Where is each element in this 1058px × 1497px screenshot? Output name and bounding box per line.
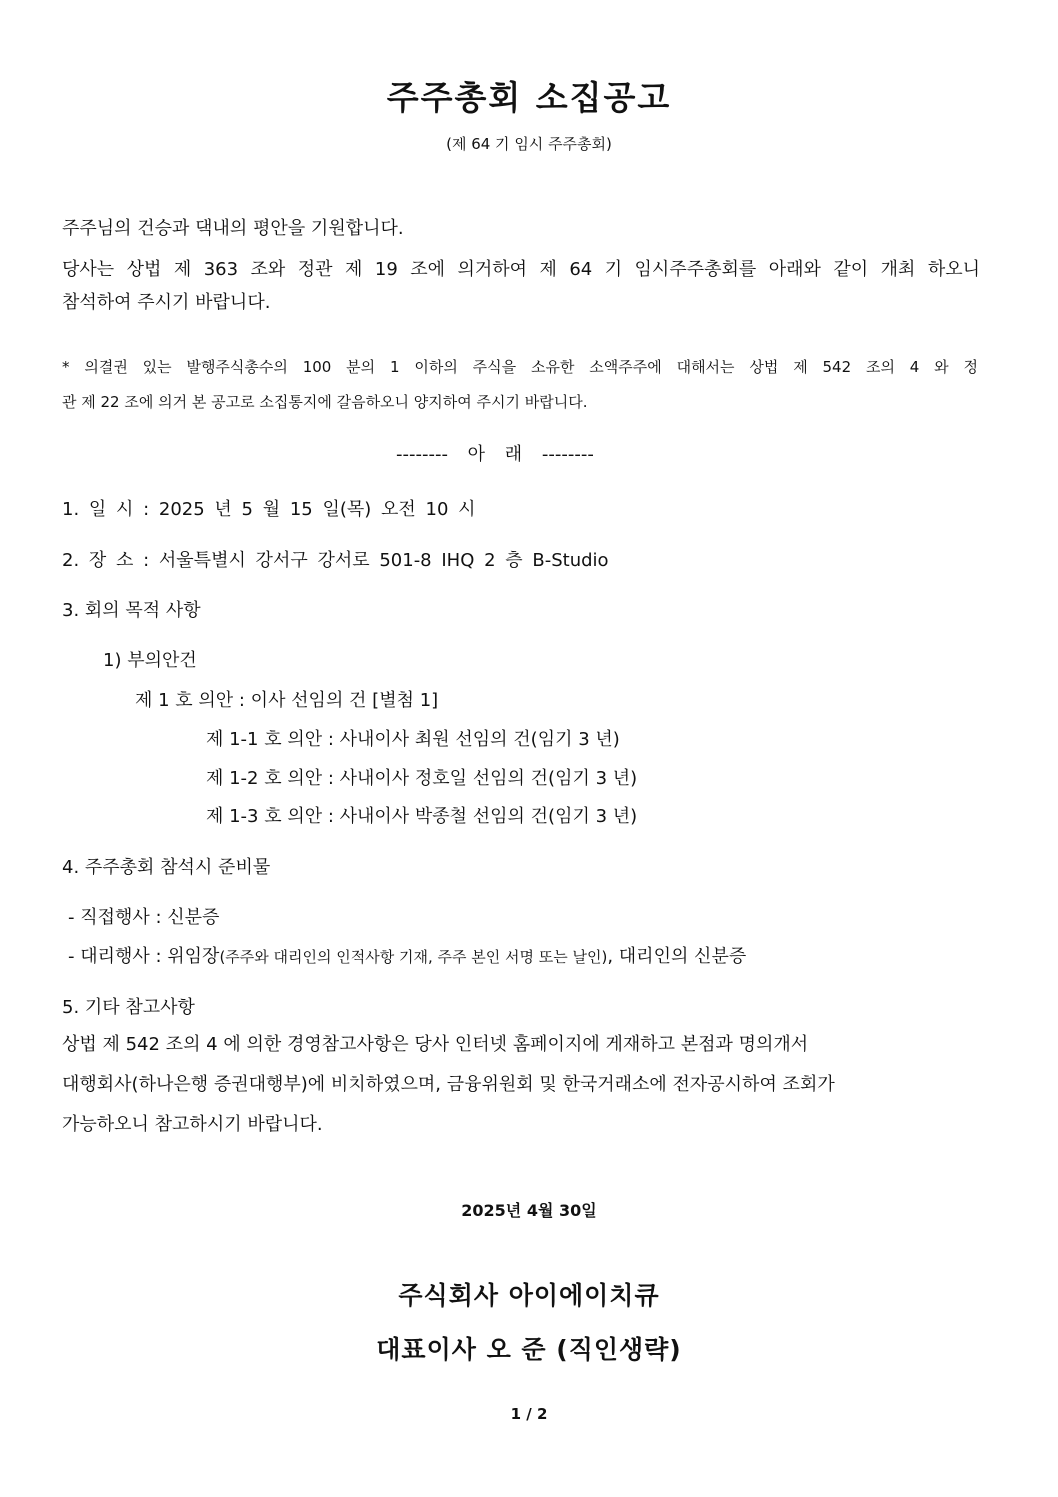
agenda-subheading: 1) 부의안건	[103, 650, 197, 671]
document-subtitle: (제 64 기 임시 주주총회)	[446, 135, 612, 153]
agenda-item-1-2: 제 1-2 호 의안 : 사내이사 정호일 선임의 건(임기 3 년)	[206, 768, 638, 789]
agenda-main-item: 제 1 호 의안 : 이사 선임의 건 [별첨 1]	[135, 690, 439, 711]
notice-date: 2025년 4월 30일	[461, 1201, 597, 1220]
agenda-heading: 3. 회의 목적 사항	[62, 600, 201, 621]
other-line-2: 대행회사(하나은행 증권대행부)에 비치하였으며, 금융위원회 및 한국거래소에 전자공시하여 조회가	[62, 1074, 835, 1095]
meeting-time: 1. 일 시 : 2025 년 5 월 15 일(목) 오전 10 시	[62, 499, 476, 520]
greeting-text: 주주님의 건승과 댁내의 평안을 기원합니다.	[62, 218, 404, 239]
prep-proxy-main: - 대리행사 : 위임장	[68, 946, 220, 967]
intro-line-2: 참석하여 주시기 바랍니다.	[62, 292, 271, 313]
prep-proxy-tail: , 대리인의 신분증	[607, 946, 747, 967]
note-line-1: * 의결권 있는 발행주식총수의 100 분의 1 이하의 주식을 소유한 소액주주에 대해서는 상법 제 542 조의 4 와 정	[62, 358, 978, 376]
company-name: 주식회사 아이에이치큐	[398, 1281, 660, 1310]
note-line-2: 관 제 22 조에 의거 본 공고로 소집통지에 갈음하오니 양지하여 주시기 바랍니다.	[62, 393, 588, 411]
agenda-item-1-3: 제 1-3 호 의안 : 사내이사 박종철 선임의 건(임기 3 년)	[206, 806, 638, 827]
other-line-1: 상법 제 542 조의 4 에 의한 경영참고사항은 당사 인터넷 홈페이지에 게재하고 본점과 명의개서	[62, 1034, 809, 1055]
document-title: 주주총회 소집공고	[386, 78, 672, 117]
prep-proxy	[68, 942, 746, 968]
other-heading: 5. 기타 참고사항	[62, 997, 195, 1018]
meeting-place: 2. 장 소 : 서울특별시 강서구 강서로 501-8 IHQ 2 층 B-Studio	[62, 550, 609, 571]
prep-proxy-detail: (주주와 대리인의 인적사항 기재, 주주 본인 서명 또는 날인)	[219, 948, 608, 966]
page-number: 1 / 2	[510, 1405, 548, 1423]
ceo-name: 대표이사 오 준 (직인생략)	[376, 1335, 682, 1364]
prep-heading: 4. 주주총회 참석시 준비물	[62, 857, 271, 878]
section-separator: -------- 아 래 --------	[396, 444, 594, 465]
prep-direct: - 직접행사 : 신분증	[68, 907, 220, 928]
agenda-item-1-1: 제 1-1 호 의안 : 사내이사 최원 선임의 건(임기 3 년)	[206, 729, 620, 750]
other-line-3: 가능하오니 참고하시기 바랍니다.	[62, 1114, 323, 1135]
intro-line-1: 당사는 상법 제 363 조와 정관 제 19 조에 의거하여 제 64 기 임시주주총회를 아래와 같이 개최 하오니	[62, 259, 980, 280]
